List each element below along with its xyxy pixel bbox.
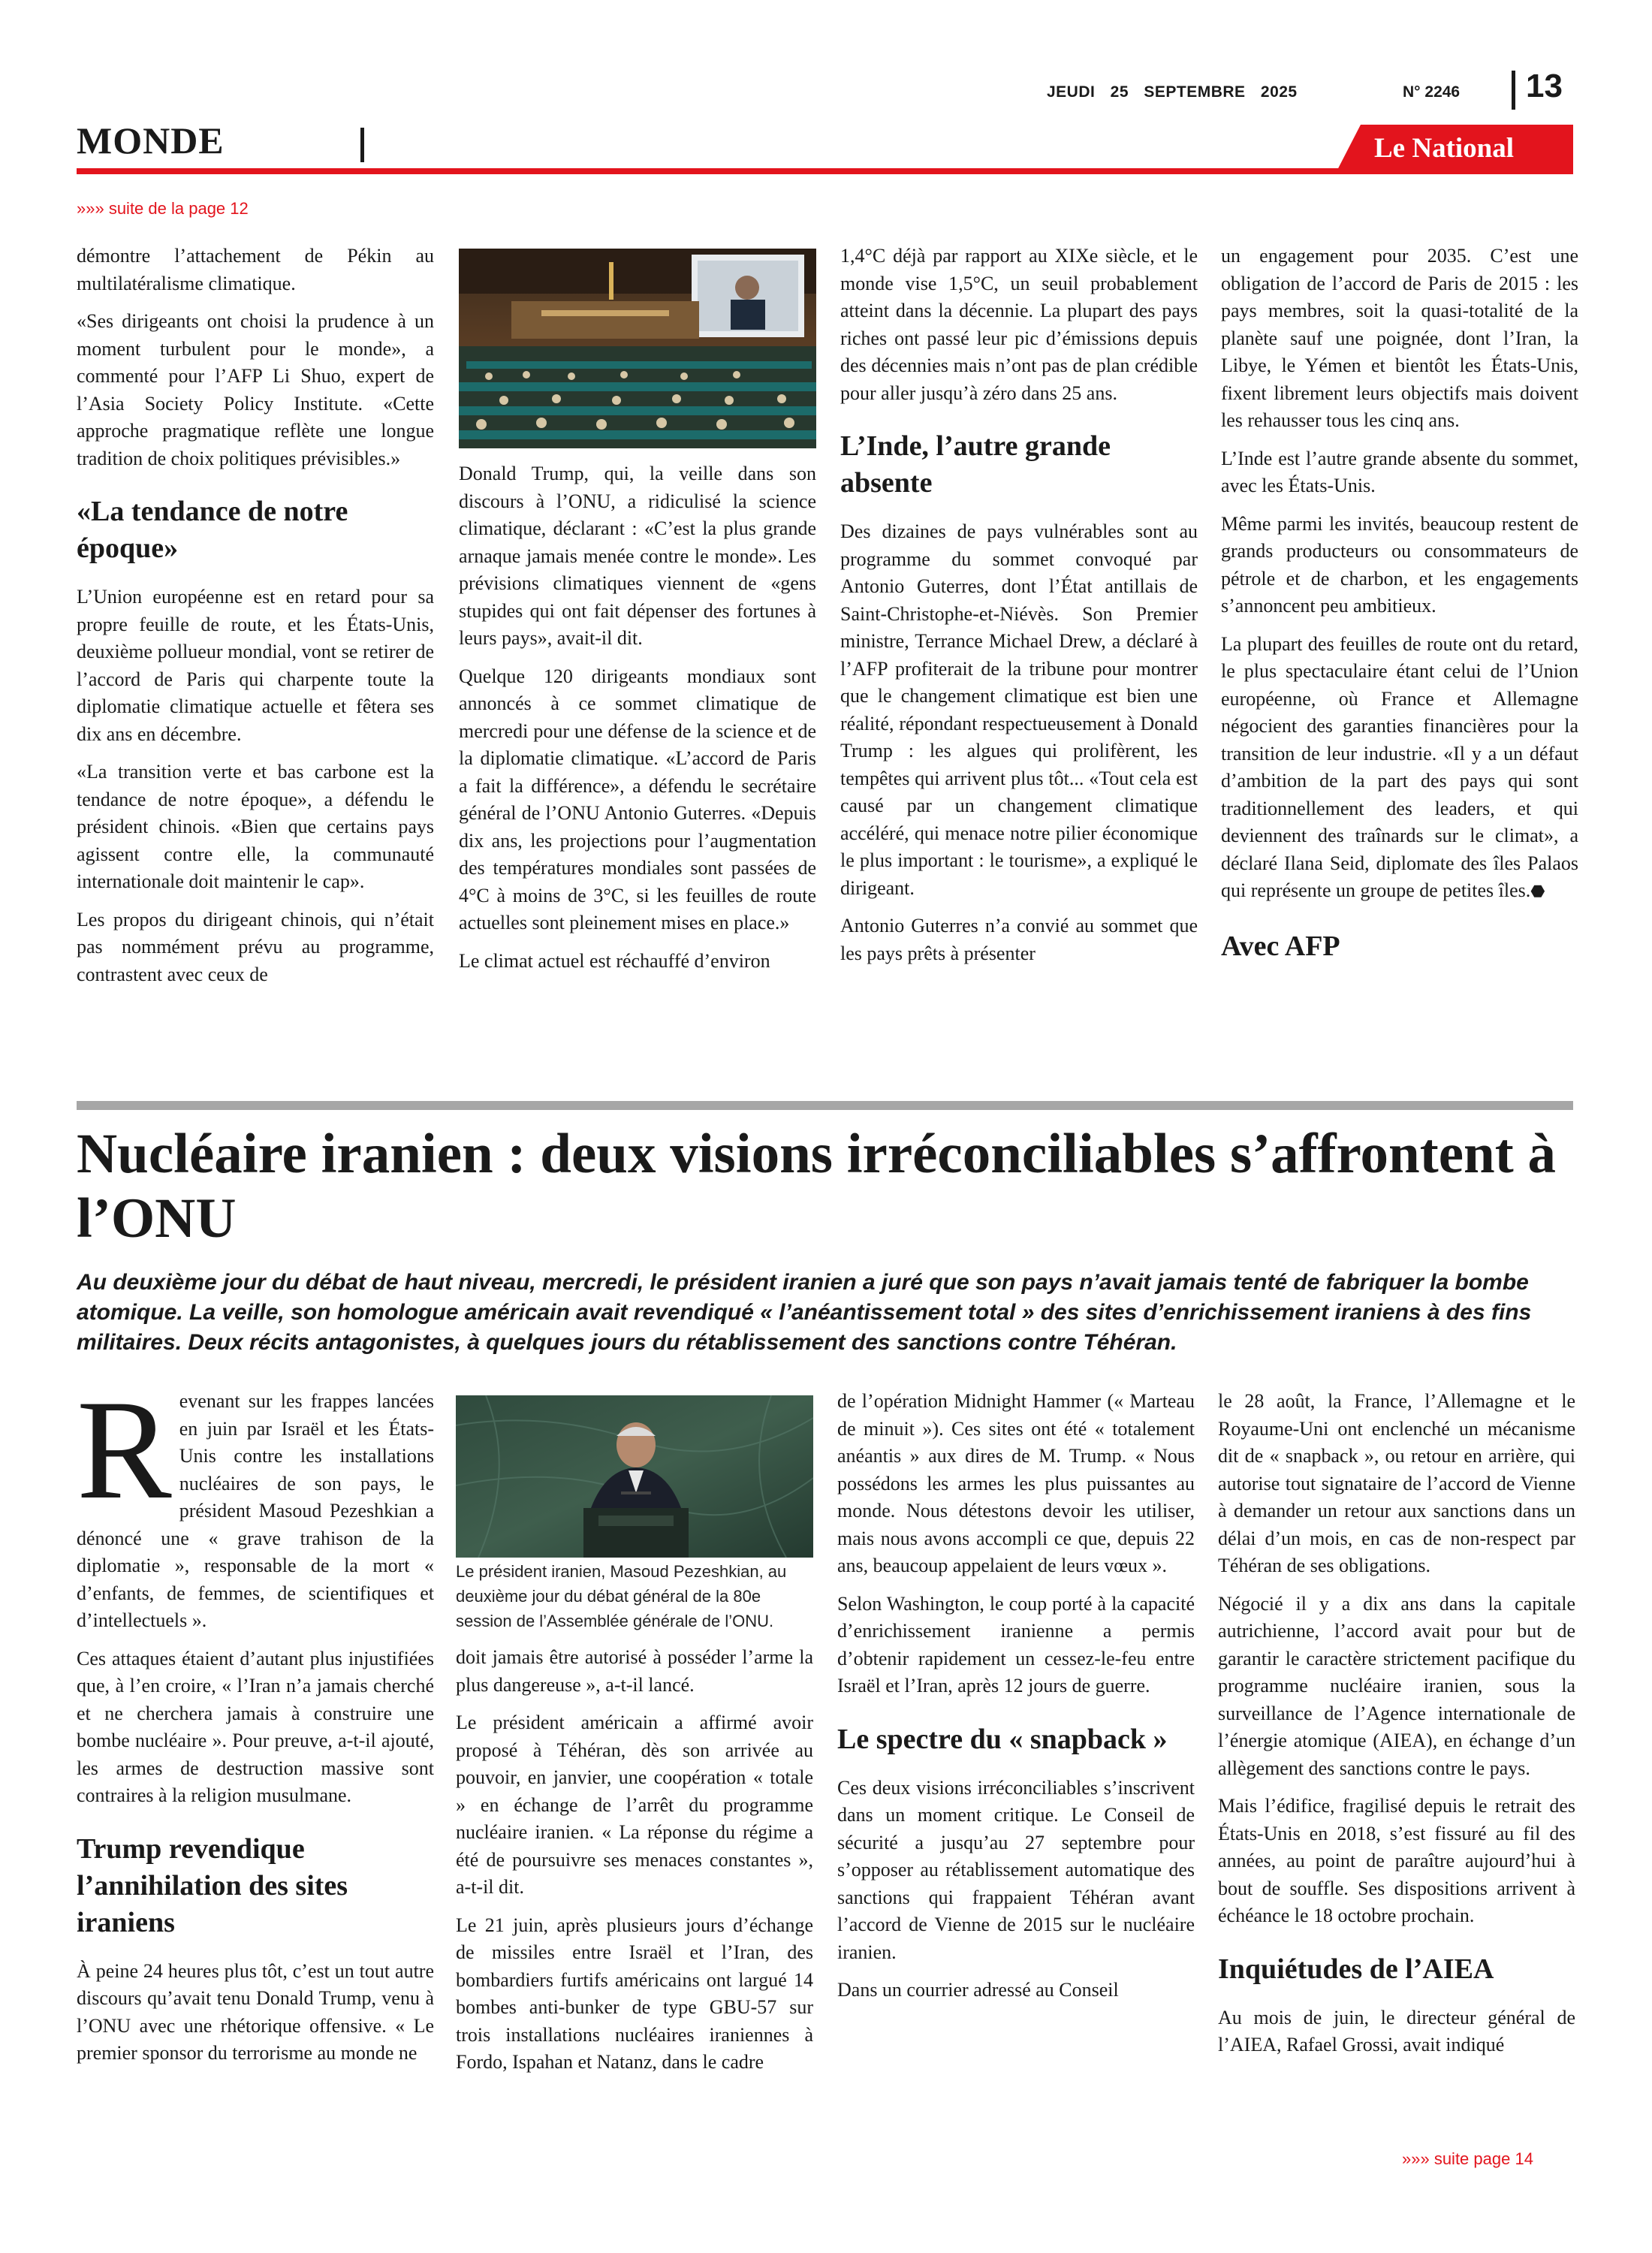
paragraph: Dans un courrier adressé au Conseil <box>837 1979 1119 2001</box>
paragraph <box>1221 631 1578 906</box>
article-headline: Nucléaire iranien : deux visions irréconciliables s’affrontent à l’ONU <box>77 1123 1556 1250</box>
article1-column-4 <box>1221 243 1578 973</box>
section-divider <box>360 128 364 162</box>
author: Avec AFP <box>1221 930 1340 962</box>
article-lede: Au deuxième jour du débat de haut niveau, mercredi, le président iranien a juré que son pays n’avait jamais tenté de fabriquer la bombe atomique. La veille, son homologue américain avait revendiqué « l’anéantissement total » des sites d’enrichissement iraniens à des fins militaires. Deux récits antagonistes, à quelques jours du rétablissement des sanctions contre Téhéran. <box>77 1270 1532 1355</box>
paper-name: Le National <box>1374 133 1515 164</box>
paragraph: Quelque 120 dirigeants mondiaux sont annoncés à ce sommet climatique de mercredi pour une défense de la science et de la diplomatie climatique. «L’accord de Paris a fait la différence», a défendu le secrétaire général de l’ONU Antonio Guterres. «Depuis dix ans, les projections pour l’augmentation des températures mondiales sont passées de 4°C à moins de 3°C, si les feuilles de route actuelles sont pleinement mises en place.» <box>459 665 816 933</box>
paragraph-text: evenant sur les frappes lancées en juin par Israël et les États-Unis contre les installations nucléaires de son pays, le président Masoud Pezeshkian a dénoncé une « grave trahison de la diplomatie », responsable de la mort « d’enfants, de femmes, de scientifiques et d’intellectuels ». <box>77 1390 434 1631</box>
photo-caption: Le président iranien, Masoud Pezeshkian, au deuxième jour du débat général de la 80e session de l’Assemblée générale de l’ONU. <box>456 1562 787 1630</box>
subheading: Inquiétudes de l’AIEA <box>1218 1953 1494 1985</box>
paragraph: Ces deux visions irréconciliables s’inscrivent dans un moment critique. Le Conseil de sécurité a jusqu’au 27 septembre pour s’opposer au rétablissement automatique des sanctions qui frappaient Téhéran avant l’accord de Vienne de 2015 sur le nucléaire iranien. <box>837 1776 1195 1963</box>
paragraph: Le 21 juin, après plusieurs jours d’échange de missiles entre Israël et l’Iran, des bombardiers furtifs américains ont largué 14 bombes anti-bunker de type GBU-57 sur trois installations nucléaires iraniennes à Fordo, Ispahan et Natanz, dans le cadre <box>456 1914 813 2073</box>
paragraph: Le président américain a affirmé avoir proposé à Téhéran, dès son arrivée au pouvoir, en janvier, une coopération « totale » en échange de l’arrêt du programme nucléaire iranien. « La réponse du régime a été de poursuivre ses menaces constantes », a-t-il dit. <box>456 1712 813 1898</box>
article1-column-2 <box>459 460 816 985</box>
paragraph: L’Union européenne est en retard pour sa propre feuille de route, et les États-Unis, deuxième pollueur mondial, vont se retirer de l’accord de Paris qui charpente toute la diplomatie climatique actuelle et fêtera ses dix ans en décembre. <box>77 586 434 745</box>
paragraph: «La transition verte et bas carbone est la tendance de notre époque», a défendu le président chinois. «Bien que certains pays agissent contre elle, la communauté internationale doit maintenir le cap». <box>77 761 434 892</box>
paragraph: Des dizaines de pays vulnérables sont au programme du sommet convoqué par Antonio Guterres, dont l’État antillais de Saint-Christophe-et-Niévès. Son Premier ministre, Terrance Michael Drew, a déclaré à l’AFP profiterait de la tribune pour montrer que le changement climatique est bien une réalité, répondant respectueusement à Donald Trump : les algues qui prolifèrent, les tempêtes qui arrivent plus tôt... «Tout cela est causé par un changement climatique accéléré, qui menace notre pilier économique le plus important : le tourisme», a expliqué le dirigeant. <box>840 520 1198 899</box>
paragraph: démontre l’attachement de Pékin au multilatéralisme climatique. <box>77 245 434 294</box>
issue-date: JEUDI 25 SEPTEMBRE 2025 <box>1047 83 1298 101</box>
paragraph: doit jamais être autorisé à posséder l’arme la plus dangereuse », a-t-il lancé. <box>456 1646 813 1696</box>
lead-paragraph <box>77 1371 434 1635</box>
paragraph: «Ses dirigeants ont choisi la prudence à un moment turbulent pour le monde», a commenté pour l’AFP Li Shuo, expert de l’Asia Society Policy Institute. «Cette approche pragmatique reflète une longue tradition de choix politiques prévisibles.» <box>77 310 434 469</box>
paragraph: Ces attaques étaient d’autant plus injustifiées que, à l’en croire, « l’Iran n’a jamais cherché et ne cherchera jamais à construire une bombe nucléaire ». Pour preuve, a-t-il ajouté, les armes de destruction massive sont contraires à la religion musulmane. <box>77 1647 434 1806</box>
subheading: L’Inde, l’autre grande absente <box>840 430 1111 499</box>
article2-column-1 <box>77 1371 434 2078</box>
article2-column-3 <box>837 1388 1195 2015</box>
paragraph: Négocié il y a dix ans dans la capitale autrichienne, l’accord avait pour but de garantir le caractère strictement pacifique du programme nucléaire iranien, sous la surveillance de l’Agence internationale de l’énergie atomique (AIEA), en échange d’un allègement des sanctions contre le pays. <box>1218 1592 1575 1779</box>
section-title: MONDE <box>77 119 225 161</box>
header-divider <box>1512 71 1515 110</box>
article2-column-2 <box>456 1559 813 2087</box>
paragraph: 1,4°C déjà par rapport au XIXe siècle, et le monde vise 1,5°C, un seuil probablement atteint dans la décennie. La plupart des pays riches ont passé leur pic d’émissions depuis des décennies mais n’ont pas de plan crédible pour aller jusqu’à zéro dans 25 ans. <box>840 245 1198 404</box>
byline <box>1221 930 1578 964</box>
paragraph: Selon Washington, le coup porté à la capacité d’enrichissement iranienne a permis d’obtenir rapidement un cessez-le-feu entre Israël et l’Iran, après 12 jours de guerre. <box>837 1592 1195 1697</box>
continued-to-link[interactable]: »»» suite page 14 <box>1402 2149 1533 2168</box>
continued-from-link[interactable]: »»» suite de la page 12 <box>77 199 249 218</box>
article1-column-1 <box>77 243 434 999</box>
paragraph-text: La plupart des feuilles de route ont du retard, le plus spectaculaire étant celui de l’Union européenne, où France et Allemagne négocient des garanties financières pour la transition de leur industrie. «Il y a un défaut d’ambition de la part des pays qui sont traditionnellement des leaders, et qui deviennent des traînards sur le climat», a déclaré Ilana Seid, diplomate des îles Palaos qui représente un groupe de petites îles. <box>1221 632 1578 901</box>
paragraph: Les propos du dirigeant chinois, qui n’était pas nommément prévu au programme, contrastent avec ceux de <box>77 908 434 985</box>
end-mark-icon: ⬣ <box>1530 882 1545 900</box>
subheading: Le spectre du « snapback » <box>837 1723 1168 1755</box>
page-number: 13 <box>1526 68 1563 104</box>
paragraph: Mais l’édifice, fragilisé depuis le retrait des États-Unis en 2018, s’est fissuré au fil des années, au point de paraître aujourd’hui à bout de souffle. Ses dispositions arrivent à échéance le 18 octobre prochain. <box>1218 1795 1575 1926</box>
subheading: «La tendance de notre époque» <box>77 496 348 564</box>
article2-column-4 <box>1218 1388 1575 2070</box>
paragraph: Même parmi les invités, beaucoup restent de grands producteurs ou consommateurs de pétrole et de charbon, et les engagements s’annoncent peu ambitieux. <box>1221 512 1578 617</box>
article-separator <box>77 1101 1573 1110</box>
paragraph: À peine 24 heures plus tôt, c’est un tout autre discours qu’avait tenu Donald Trump, venu à l’ONU avec une rhétorique offensive. « Le premier sponsor du terrorisme au monde ne <box>77 1959 434 2064</box>
paragraph: Donald Trump, qui, la veille dans son discours à l’ONU, a ridiculisé la science climatique, déclarant : «C’est la plus grande arnaque jamais menée contre le monde». Les prévisions climatiques viennent de «gens stupides qui ont fait dépenser des fortunes à leurs pays», avait-il dit. <box>459 463 816 649</box>
paragraph: Au mois de juin, le directeur général de l’AIEA, Rafael Grossi, avait indiqué <box>1218 2006 1575 2055</box>
photo-un-assembly-hall <box>459 249 816 448</box>
paragraph: un engagement pour 2035. C’est une obligation de l’accord de Paris de 2015 : les pays membres, soit la quasi-totalité de la planète sauf une poignée, dont l’Iran, la Libye, le Yémen et bientôt les États-Unis, fixent librement leurs objectifs mais doivent les rehausser tous les cinq ans. <box>1221 245 1578 431</box>
drop-cap: R <box>77 1371 172 1529</box>
paragraph: le 28 août, la France, l’Allemagne et le Royaume-Uni ont enclenché un mécanisme dit de « snapback », ou retour en arrière, qui autorise tout signataire de l’accord de Vienne à demander un retour aux sanctions dans un délai d’un mois, en cas de non-respect par Téhéran de ses obligations. <box>1218 1390 1575 1576</box>
paragraph: L’Inde est l’autre grande absente du sommet, avec les États-Unis. <box>1221 447 1578 496</box>
photo-pezeshkian-speech <box>456 1395 813 1558</box>
paragraph: Antonio Guterres n’a convié au sommet que les pays prêts à présenter <box>840 915 1198 964</box>
issue-number: N° 2246 <box>1403 83 1461 101</box>
article1-column-3 <box>840 243 1198 978</box>
paragraph: de l’opération Midnight Hammer (« Marteau de minuit »). Ces sites ont été « totalement anéantis » aux dires de M. Trump. « Nous possédons les armes les plus puissantes au monde. Nous détestons devoir les utiliser, mais nous avons accompli ce que, depuis 22 ans, beaucoup appelaient de leurs vœux ». <box>837 1390 1195 1576</box>
subheading: Trump revendique l’annihilation des sites iraniens <box>77 1832 348 1938</box>
paragraph: Le climat actuel est réchauffé d’environ <box>459 949 770 972</box>
